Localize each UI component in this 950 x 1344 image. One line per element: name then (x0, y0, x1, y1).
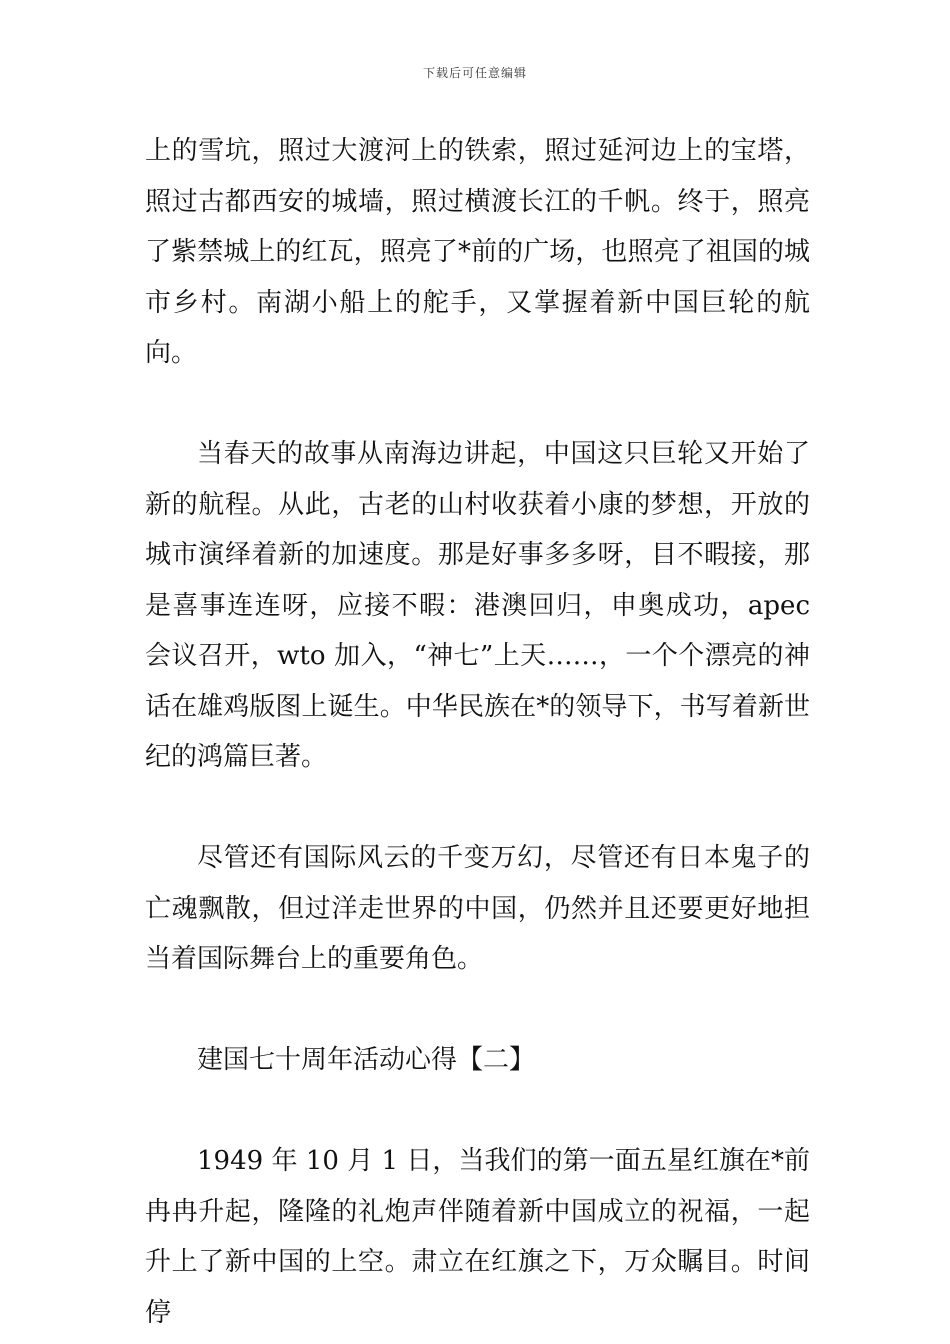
section-heading: 建国七十周年活动心得【二】 (197, 1045, 536, 1075)
page-header: 下载后可任意编辑 (422, 66, 527, 80)
paragraph-gap (145, 379, 810, 430)
paragraph-gap (145, 985, 810, 1036)
document-body (145, 126, 810, 1338)
paragraph-gap (145, 1086, 810, 1137)
paragraph-3: 尽管还有国际风云的千变万幻，尽管还有日本鬼子的亡魂飘散，但过洋走世界的中国，仍然并且还要更好地担当着国际舞台上的重要角色。 (145, 843, 810, 974)
paragraph-2: 当春天的故事从南海边讲起，中国这只巨轮又开始了新的航程。从此，古老的山村收获着小康的梦想，开放的城市演绎着新的加速度。那是好事多多呀，目不暇接，那是喜事连连呀，应接不暇：港澳回归，申奥成功，apec 会议召开，wto 加入，“神七”上天……，一个个漂亮的神话在雄鸡版图上诞生。中华民族在*的领导下，书写着新世纪的鸿篇巨著。 (145, 439, 810, 772)
paragraph-gap (145, 783, 810, 834)
paragraph-4: 1949 年 10 月 1 日，当我们的第一面五星红旗在*前冉冉升起，隆隆的礼炮声伴随着新中国成立的祝福，一起升上了新中国的上空。肃立在红旗之下，万众瞩目。时间停 (145, 1146, 810, 1328)
paragraph-1: 上的雪坑，照过大渡河上的铁索，照过延河边上的宝塔，照过古都西安的城墙，照过横渡长江的千帆。终于，照亮了紫禁城上的红瓦，照亮了*前的广场，也照亮了祖国的城市乡村。南湖小船上的舵手，又掌握着新中国巨轮的航向。 (145, 136, 810, 368)
